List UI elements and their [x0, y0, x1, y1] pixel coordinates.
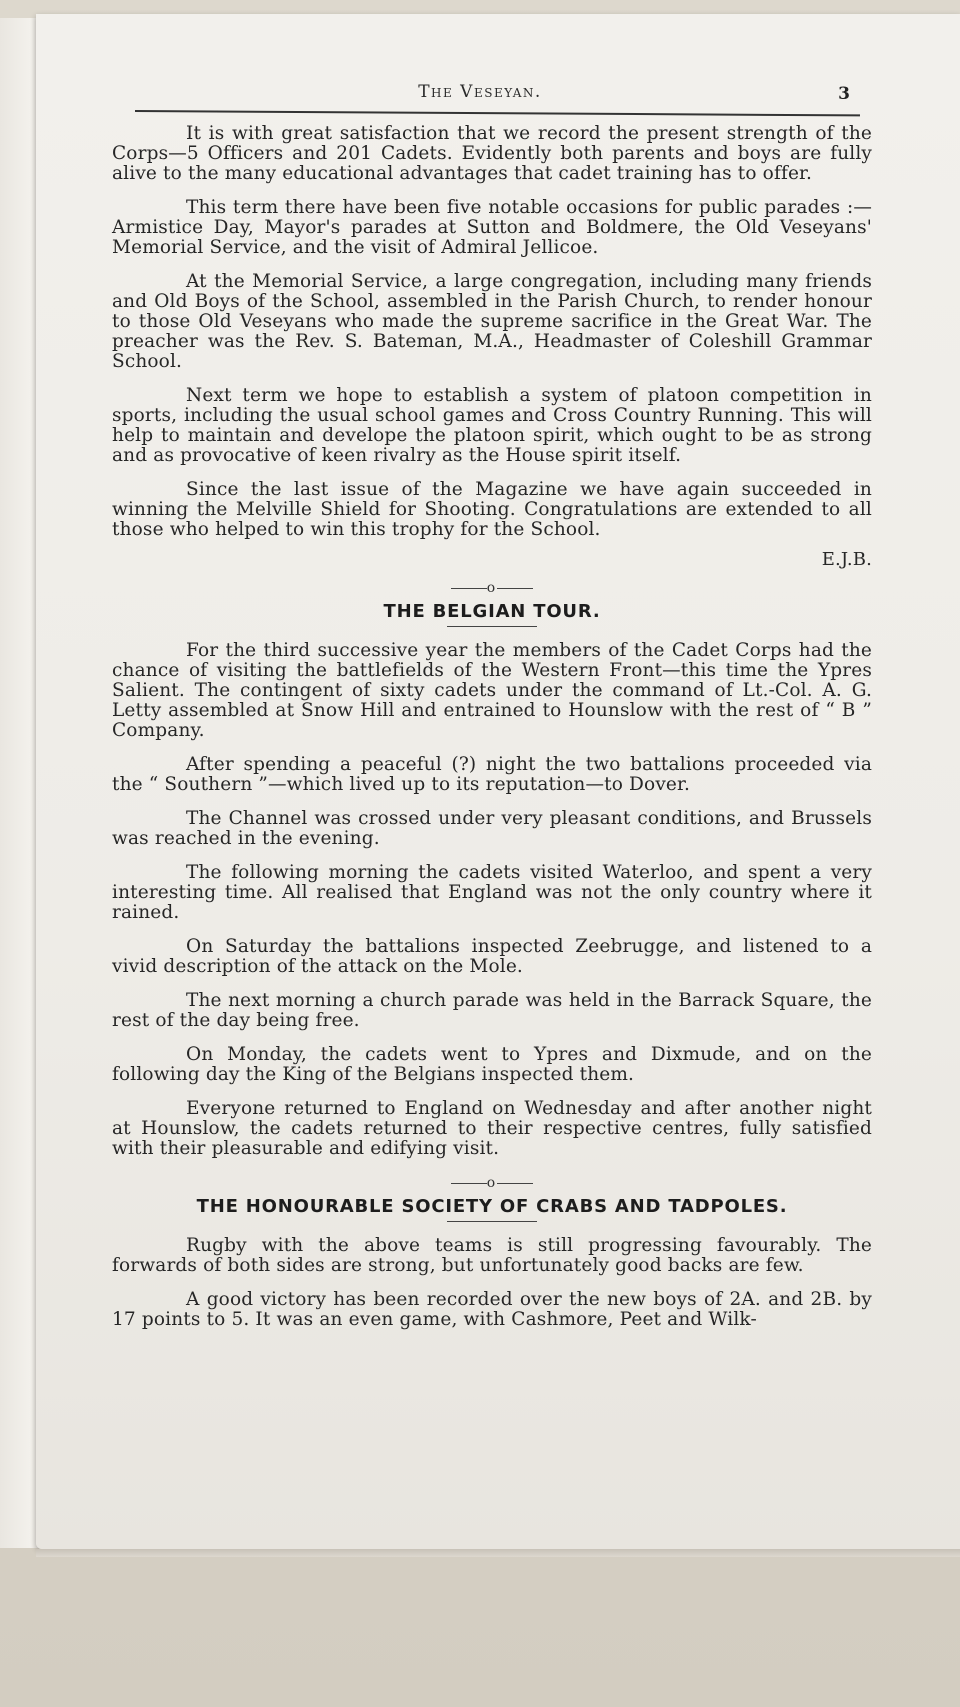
section-title: THE HONOURABLE SOCIETY OF CRABS AND TADPOLES.: [196, 1196, 788, 1217]
paragraph: A good victory has been recorded over the new boys of 2A. and 2B. by 17 points to 5. It was an even game, with Cashmore, Peet and Wilk-: [112, 1289, 872, 1330]
separator-mark: o: [486, 1175, 498, 1191]
paragraph: Next term we hope to establish a system of platoon competition in sports, including the usual school games and Cross Country Running. This will help to maintain and develope the platoon spirit, which ought to be as strong and as provocative of keen rivalry as the House spirit itself.: [112, 385, 872, 466]
paragraph: At the Memorial Service, a large congregation, including many friends and Old Boys of the School, assembled in the Parish Church, to render honour to those Old Veseyans who made the supreme sacrifice in the Great War. The preacher was the Rev. S. Bateman, M.A., Headmaster of Coleshill Grammar School.: [112, 271, 872, 372]
running-title: The Veseyan.: [418, 82, 542, 102]
section-title: THE BELGIAN TOUR.: [383, 601, 601, 622]
page-number: 3: [838, 84, 850, 104]
title-underline: [447, 1221, 537, 1222]
paragraph: The next morning a church parade was held in the Barrack Square, the rest of the day being free.: [112, 990, 872, 1031]
section-separator: [112, 1173, 872, 1193]
paragraph: This term there have been five notable occasions for public parades :— Armistice Day, Mayor's parades at Sutton and Boldmere, the Old Veseyans' Memorial Service, and the visit of Admiral Jellicoe.: [112, 197, 872, 258]
paragraph: Everyone returned to England on Wednesday and after another night at Hounslow, the cadets returned to their respective centres, fully satisfied with their pleasurable and edifying visit.: [112, 1098, 872, 1159]
author-initials: E.J.B.: [821, 549, 872, 570]
paragraph: The Channel was crossed under very pleasant conditions, and Brussels was reached in the evening.: [112, 808, 872, 849]
paragraph: The following morning the cadets visited Waterloo, and spent a very interesting time. All realised that England was not the only country where it rained.: [112, 862, 872, 923]
paragraph: Since the last issue of the Magazine we have again succeeded in winning the Melville Shield for Shooting. Congratulations are extended to all those who helped to win this trophy for the School.: [112, 479, 872, 540]
paragraph: For the third successive year the members of the Cadet Corps had the chance of visiting the battlefields of the Western Front—this time the Ypres Salient. The contingent of sixty cadets under the command of Lt.-Col. A. G. Letty assembled at Snow Hill and entrained to Hounslow with the rest of “ B ” Company.: [112, 640, 872, 741]
belgian-tour-section: [112, 602, 872, 1159]
paragraph: After spending a peaceful (?) night the two battalions proceeded via the “ Southern ”—which lived up to its reputation—to Dover.: [112, 754, 872, 795]
section-separator: [112, 578, 872, 598]
title-underline: [447, 626, 537, 627]
paragraph: On Monday, the cadets went to Ypres and Dixmude, and on the following day the King of the Belgians inspected them.: [112, 1044, 872, 1085]
page-stack-edge: [36, 1549, 960, 1557]
page-content: [112, 124, 872, 1344]
paragraph: On Saturday the battalions inspected Zeebrugge, and listened to a vivid description of the attack on the Mole.: [112, 936, 872, 977]
cadet-corps-notes: [112, 124, 872, 570]
crabs-tadpoles-section: [112, 1197, 872, 1330]
separator-mark: o: [486, 580, 498, 596]
paragraph: Rugby with the above teams is still progressing favourably. The forwards of both sides are strong, but unfortunately good backs are few.: [112, 1235, 872, 1276]
paragraph: It is with great satisfaction that we record the present strength of the Corps—5 Officers and 201 Cadets. Evidently both parents and boys are fully alive to the many educational advantages that cadet training has to offer.: [112, 123, 872, 184]
